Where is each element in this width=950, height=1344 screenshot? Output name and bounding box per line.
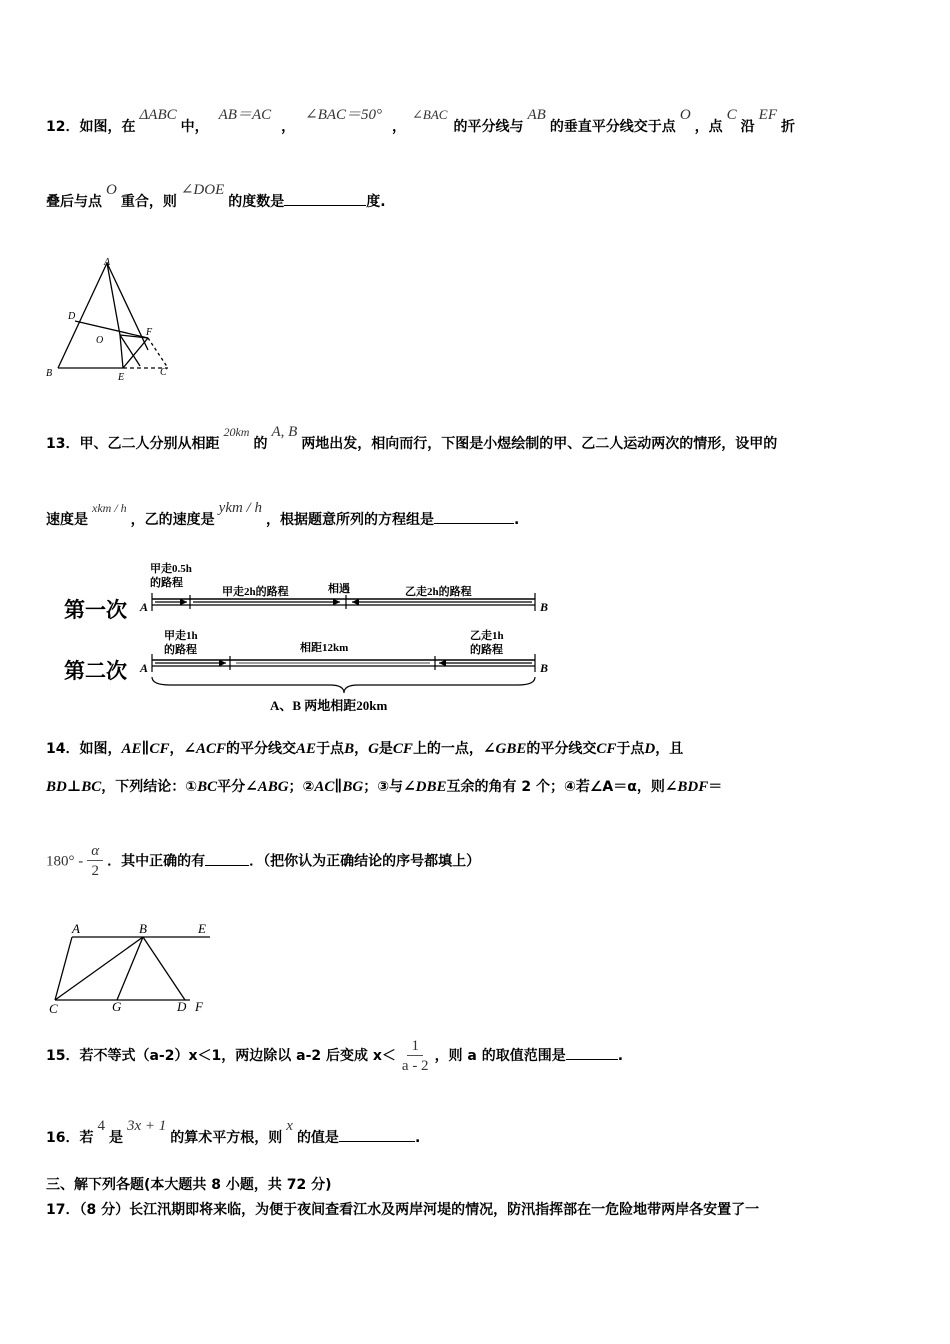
math-bc: BC bbox=[197, 779, 218, 795]
row1-seg4: 乙走2h的路程 bbox=[405, 586, 472, 598]
q14-line3 bbox=[46, 842, 480, 881]
q14-text: ；③与 bbox=[363, 779, 404, 795]
q13-text: 两地出发，相向而行，下图是小煜绘制的甲、乙二人运动两次的情形，设甲的 bbox=[301, 436, 778, 452]
math-c: C bbox=[726, 107, 737, 123]
brace-label: A、B 两地相距20km bbox=[270, 698, 388, 713]
q14-text: ， bbox=[169, 741, 184, 757]
q12-text: 重合，则 bbox=[120, 194, 177, 210]
q16-text: 的算术平方根，则 bbox=[170, 1130, 283, 1146]
math-alpha-over-2 bbox=[87, 842, 103, 881]
frac-numerator: 1 bbox=[407, 1037, 423, 1056]
q17-line: 17．（8 分）长江汛期即将来临，为便于夜间查看江水及两岸河堤的情况，防汛指挥部在一危险地带两岸各安置了一 bbox=[46, 1202, 760, 1218]
q13-line1 bbox=[46, 424, 778, 453]
row2-seg3-line1: 乙走1h bbox=[470, 630, 504, 642]
q14-text: 互余的角有 2 个；④若∠A＝α，则 bbox=[446, 779, 665, 795]
label-g: G bbox=[112, 999, 122, 1014]
q13-text: 13．甲、乙二人分别从相距 bbox=[46, 436, 220, 452]
math-4: 4 bbox=[97, 1118, 105, 1134]
math-ab: AB bbox=[527, 107, 546, 123]
math-triangle-abc: ΔABC bbox=[139, 107, 177, 123]
q14-text: ＝ bbox=[708, 779, 723, 795]
frac-denominator: a - 2 bbox=[401, 1057, 429, 1074]
row2-seg2: 相距12km bbox=[300, 642, 349, 654]
q12-text: 沿 bbox=[740, 119, 755, 135]
row1-seg1-line1: 甲走0.5h bbox=[150, 563, 192, 575]
q14-text: ， bbox=[354, 741, 369, 757]
label-c: C bbox=[160, 367, 167, 378]
math-bd-perp-bc: BD⊥BC bbox=[46, 779, 102, 795]
section-heading: 三、解下列各题(本大题共 8 小题，共 72 分) bbox=[46, 1177, 332, 1193]
math-1-over-a-minus-2 bbox=[400, 1037, 431, 1076]
row1-seg2: 甲走2h的路程 bbox=[222, 586, 289, 598]
q16-text: 的值是 bbox=[296, 1130, 339, 1146]
math-angle-acf: ∠ACF bbox=[183, 741, 227, 757]
label-a: A bbox=[104, 257, 111, 268]
q14-text: 于点 bbox=[616, 741, 645, 757]
math-x: x bbox=[286, 1118, 293, 1134]
q14-text: ，且 bbox=[655, 741, 684, 757]
q14-text: ．其中正确的有 bbox=[107, 853, 206, 870]
math-y-speed: ykm / h bbox=[218, 500, 262, 516]
q12-line2 bbox=[46, 182, 386, 211]
q14-text: 的平分线交 bbox=[226, 741, 297, 757]
answer-blank[interactable] bbox=[434, 509, 514, 524]
answer-blank[interactable] bbox=[205, 851, 249, 866]
q14-line2 bbox=[46, 776, 722, 796]
label-f: F bbox=[195, 999, 203, 1014]
q12-text: 的平分线与 bbox=[453, 119, 524, 135]
q14-text: 上的一点， bbox=[412, 741, 483, 757]
q14-text: 的平分线交 bbox=[526, 741, 597, 757]
label-o: O bbox=[96, 335, 104, 346]
q13-text: ，根据题意所列的方程组是 bbox=[265, 512, 434, 528]
q14-text: 14．如图， bbox=[46, 741, 122, 757]
q12-text: ，点 bbox=[694, 119, 723, 135]
math-angle-abg: ∠ABG bbox=[245, 779, 289, 795]
row2-label: 第二次 bbox=[64, 659, 127, 683]
label-b: B bbox=[46, 368, 53, 379]
label-e: E bbox=[118, 372, 125, 383]
math-a-b: A, B bbox=[271, 424, 298, 440]
math-angle-bac-50: ∠BAC＝50° bbox=[305, 107, 383, 123]
q12-text: 叠后与点 bbox=[46, 194, 102, 210]
q12-text: ， bbox=[392, 119, 407, 135]
q14-text: ．（把你认为正确结论的序号都填上） bbox=[249, 853, 481, 870]
q14-parallel-figure bbox=[40, 915, 225, 1020]
math-g: G bbox=[368, 741, 379, 757]
q13-text: 速度是 bbox=[46, 512, 88, 528]
q12-text: 的度数是 bbox=[228, 194, 285, 210]
q14-text: 于点 bbox=[316, 741, 345, 757]
label-c: C bbox=[49, 1001, 58, 1016]
q16-text: 是 bbox=[108, 1130, 123, 1146]
math-ab-eq-ac: AB＝AC bbox=[218, 107, 272, 123]
math-o: O bbox=[106, 182, 117, 198]
row1-label: 第一次 bbox=[64, 598, 127, 622]
q14-text: 是 bbox=[378, 741, 393, 757]
answer-blank[interactable] bbox=[566, 1045, 618, 1060]
row2-seg3-line2: 的路程 bbox=[470, 644, 503, 656]
row1-point-a: A bbox=[140, 600, 149, 614]
row1-seg3: 相遇 bbox=[328, 583, 350, 595]
label-e: E bbox=[198, 921, 206, 936]
label-d: D bbox=[68, 311, 76, 322]
frac-numerator: α bbox=[87, 842, 103, 861]
label-a: A bbox=[72, 921, 80, 936]
q12-number: 12．如图，在 bbox=[46, 119, 136, 135]
q14-text: ，下列结论：① bbox=[101, 779, 198, 795]
row2-seg1-line1: 甲走1h bbox=[164, 630, 198, 642]
math-o: O bbox=[679, 107, 691, 123]
q15-text: ，则 a 的取值范围是 bbox=[434, 1048, 566, 1064]
label-f: F bbox=[146, 327, 153, 338]
q12-text: 中， bbox=[180, 119, 209, 135]
answer-blank[interactable] bbox=[284, 191, 366, 206]
q15-text: . bbox=[617, 1048, 624, 1064]
math-angle-doe: ∠DOE bbox=[180, 182, 225, 198]
q13-text: 的 bbox=[253, 436, 268, 452]
q12-text: 的垂直平分线交于点 bbox=[549, 119, 676, 135]
q16-line bbox=[46, 1118, 421, 1147]
row1-point-b: B bbox=[540, 600, 549, 614]
math-b: B bbox=[344, 741, 355, 757]
math-x-speed: xkm / h bbox=[92, 501, 127, 515]
q16-text: . bbox=[414, 1130, 421, 1146]
q13-line2 bbox=[46, 500, 520, 529]
math-angle-bac: ∠BAC bbox=[412, 107, 448, 122]
math-180-minus: 180° - bbox=[46, 853, 84, 870]
math-3x-plus-1: 3x + 1 bbox=[126, 1118, 167, 1134]
q13-text: ，乙的速度是 bbox=[130, 512, 215, 528]
label-b: B bbox=[139, 921, 147, 936]
frac-denominator: 2 bbox=[91, 863, 99, 879]
math-20km: 20km bbox=[223, 425, 250, 439]
q16-text: 16．若 bbox=[46, 1130, 94, 1146]
label-d: D bbox=[177, 999, 187, 1014]
math-ae: AE bbox=[296, 741, 317, 757]
math-d: D bbox=[644, 741, 656, 757]
q12-line1 bbox=[46, 107, 795, 136]
math-angle-bdf: ∠BDF bbox=[664, 779, 709, 795]
q13-motion-diagram bbox=[60, 555, 580, 720]
q12-text: ， bbox=[281, 119, 296, 135]
q12-text: 度. bbox=[366, 194, 386, 210]
row2-seg1-line2: 的路程 bbox=[164, 644, 197, 656]
q14-text: 平分 bbox=[217, 779, 246, 795]
math-ae-parallel-cf: AE∥CF bbox=[121, 741, 170, 757]
q12-triangle-figure bbox=[40, 255, 180, 385]
math-ac-parallel-bg: AC∥BG bbox=[314, 779, 364, 795]
q12-text: 折 bbox=[781, 119, 795, 135]
math-angle-gbe: ∠GBE bbox=[482, 741, 527, 757]
q14-line1 bbox=[46, 738, 683, 758]
row2-point-a: A bbox=[140, 661, 149, 675]
q15-line bbox=[46, 1034, 623, 1078]
q14-text: ；② bbox=[288, 779, 315, 795]
math-cf: CF bbox=[392, 741, 413, 757]
q15-text: 15．若不等式（a-2）x＜1，两边除以 a-2 后变成 x＜ bbox=[46, 1048, 396, 1064]
math-ef: EF bbox=[758, 107, 777, 123]
row1-seg1-line2: 的路程 bbox=[150, 577, 183, 589]
row2-point-b: B bbox=[540, 661, 549, 675]
q13-text: . bbox=[513, 512, 520, 528]
math-angle-dbe: ∠DBE bbox=[403, 779, 447, 795]
math-cf: CF bbox=[596, 741, 617, 757]
answer-blank[interactable] bbox=[339, 1127, 415, 1142]
